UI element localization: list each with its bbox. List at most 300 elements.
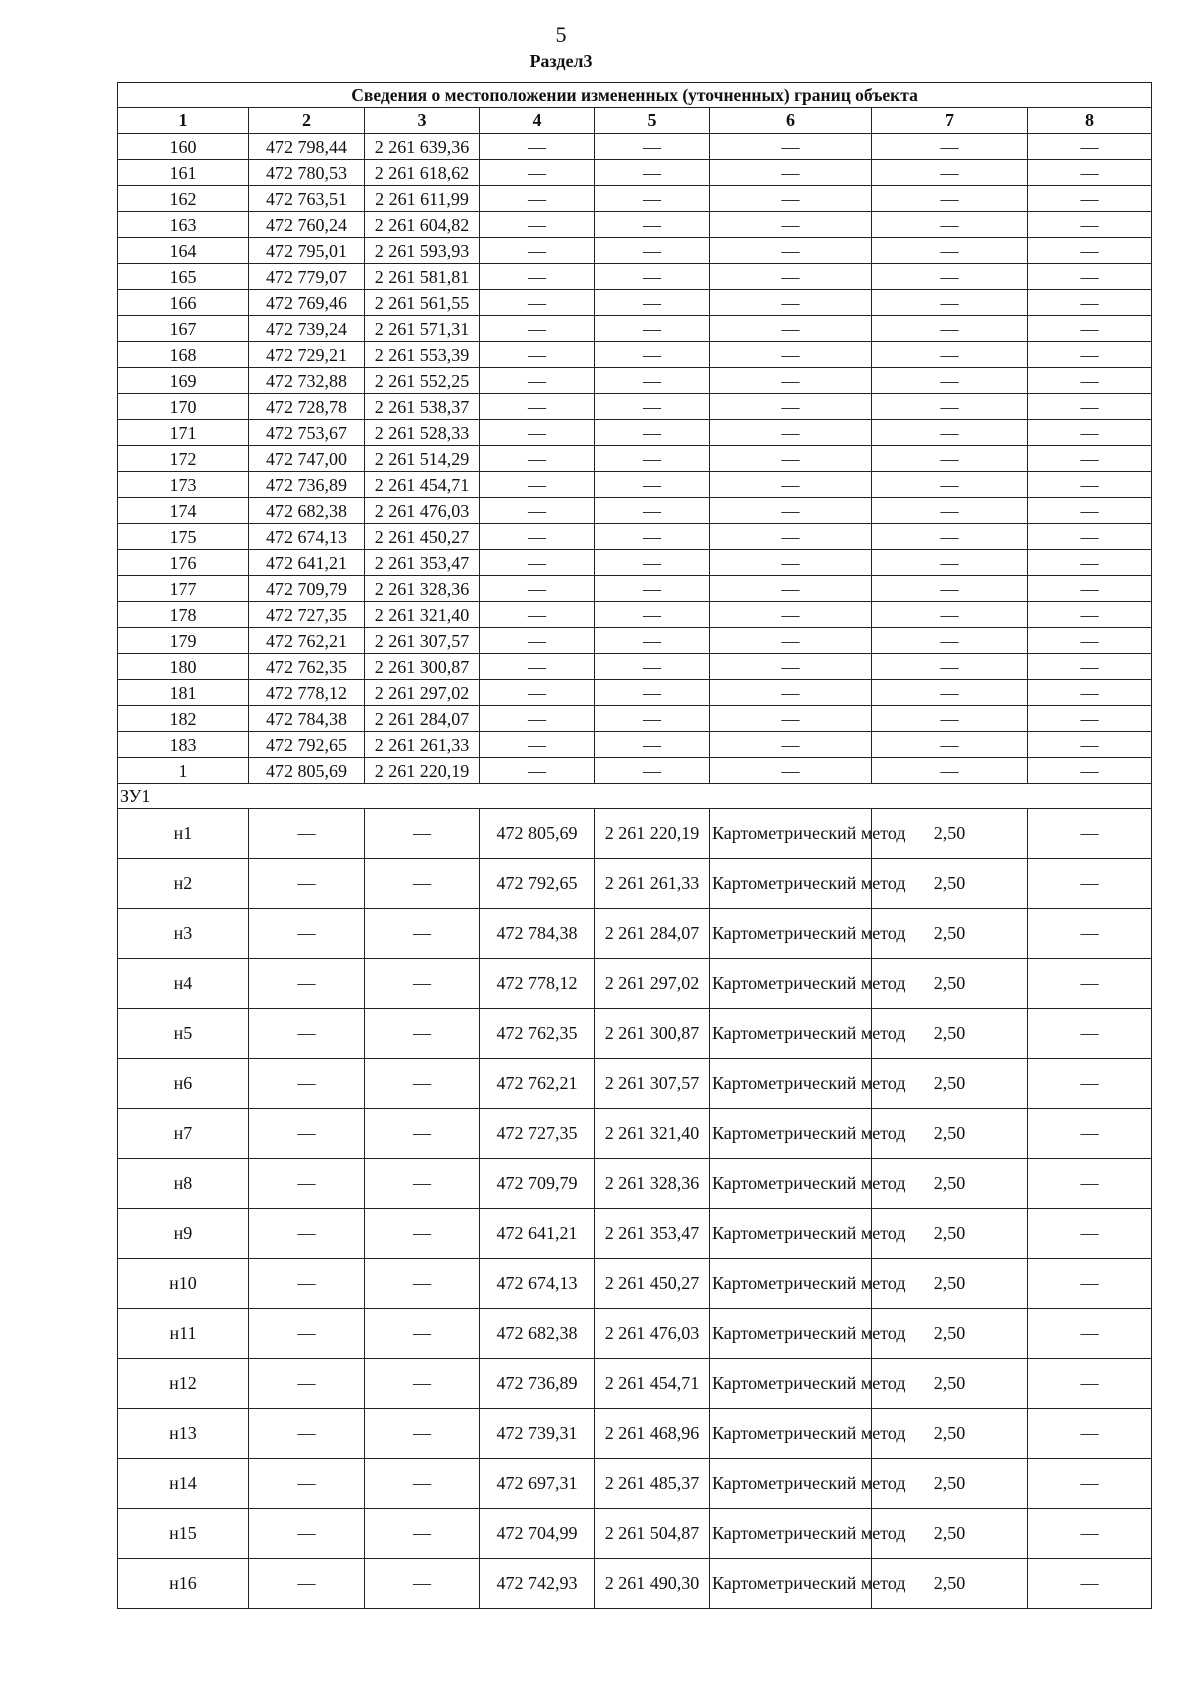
empty-dash-cell: — (365, 1359, 480, 1409)
empty-dash-cell: — (595, 758, 710, 784)
point-number-cell: 173 (118, 472, 249, 498)
existing-y-cell: 2 261 454,71 (365, 472, 480, 498)
accuracy-cell: 2,50 (872, 1209, 1028, 1259)
table-row (118, 498, 1152, 524)
new-y-cell: 2 261 261,33 (595, 859, 710, 909)
table-row (118, 290, 1152, 316)
point-number-cell: н1 (118, 809, 249, 859)
table-row (118, 758, 1152, 784)
point-number-cell: н16 (118, 1559, 249, 1609)
empty-dash-cell: — (365, 1409, 480, 1459)
column-header: 8 (1028, 108, 1152, 134)
method-cell: Картометрический метод (710, 1059, 872, 1109)
point-number-cell: 176 (118, 550, 249, 576)
empty-dash-cell: — (249, 1309, 365, 1359)
table-row (118, 654, 1152, 680)
existing-x-cell: 472 792,65 (249, 732, 365, 758)
method-cell: Картометрический метод (710, 1259, 872, 1309)
point-number-cell: 174 (118, 498, 249, 524)
accuracy-cell: 2,50 (872, 1109, 1028, 1159)
empty-dash-cell: — (365, 1009, 480, 1059)
empty-dash-cell: — (249, 1059, 365, 1109)
point-number-cell: н8 (118, 1159, 249, 1209)
empty-dash-cell: — (872, 212, 1028, 238)
empty-dash-cell: — (872, 368, 1028, 394)
empty-dash-cell: — (365, 1559, 480, 1609)
accuracy-cell: 2,50 (872, 959, 1028, 1009)
column-number-row (118, 108, 1152, 134)
existing-y-cell: 2 261 450,27 (365, 524, 480, 550)
empty-dash-cell: — (710, 186, 872, 212)
table-row (118, 524, 1152, 550)
point-number-cell: 166 (118, 290, 249, 316)
existing-y-cell: 2 261 604,82 (365, 212, 480, 238)
empty-dash-cell: — (1028, 1359, 1152, 1409)
table-row (118, 1559, 1152, 1609)
empty-dash-cell: — (872, 758, 1028, 784)
existing-y-cell: 2 261 581,81 (365, 264, 480, 290)
new-y-cell: 2 261 490,30 (595, 1559, 710, 1609)
empty-dash-cell: — (872, 134, 1028, 160)
method-cell: Картометрический метод (710, 1459, 872, 1509)
empty-dash-cell: — (710, 732, 872, 758)
new-x-cell: 472 674,13 (480, 1259, 595, 1309)
table-row (118, 809, 1152, 859)
section-title: Раздел3 (529, 51, 593, 71)
existing-y-cell: 2 261 261,33 (365, 732, 480, 758)
empty-dash-cell: — (595, 654, 710, 680)
empty-dash-cell: — (595, 628, 710, 654)
method-cell: Картометрический метод (710, 1409, 872, 1459)
existing-x-cell: 472 763,51 (249, 186, 365, 212)
empty-dash-cell: — (480, 654, 595, 680)
empty-dash-cell: — (480, 394, 595, 420)
existing-x-cell: 472 729,21 (249, 342, 365, 368)
empty-dash-cell: — (249, 1409, 365, 1459)
empty-dash-cell: — (595, 342, 710, 368)
table-row (118, 446, 1152, 472)
empty-dash-cell: — (1028, 316, 1152, 342)
empty-dash-cell: — (480, 160, 595, 186)
empty-dash-cell: — (1028, 1259, 1152, 1309)
method-cell: Картометрический метод (710, 1509, 872, 1559)
empty-dash-cell: — (595, 394, 710, 420)
empty-dash-cell: — (872, 472, 1028, 498)
accuracy-cell: 2,50 (872, 1259, 1028, 1309)
empty-dash-cell: — (480, 420, 595, 446)
empty-dash-cell: — (595, 316, 710, 342)
table-row (118, 212, 1152, 238)
table-row (118, 602, 1152, 628)
existing-x-cell: 472 779,07 (249, 264, 365, 290)
empty-dash-cell: — (1028, 238, 1152, 264)
empty-dash-cell: — (365, 1459, 480, 1509)
empty-dash-cell: — (1028, 654, 1152, 680)
new-x-cell: 472 784,38 (480, 909, 595, 959)
point-number-cell: 181 (118, 680, 249, 706)
method-cell: Картометрический метод (710, 809, 872, 859)
existing-x-cell: 472 728,78 (249, 394, 365, 420)
point-number-cell: н7 (118, 1109, 249, 1159)
empty-dash-cell: — (595, 446, 710, 472)
empty-dash-cell: — (480, 134, 595, 160)
table-row (118, 1359, 1152, 1409)
point-number-cell: 162 (118, 186, 249, 212)
empty-dash-cell: — (1028, 602, 1152, 628)
existing-x-cell: 472 769,46 (249, 290, 365, 316)
empty-dash-cell: — (710, 472, 872, 498)
table-row (118, 1309, 1152, 1359)
empty-dash-cell: — (480, 706, 595, 732)
empty-dash-cell: — (480, 758, 595, 784)
empty-dash-cell: — (1028, 1159, 1152, 1209)
point-number-cell: 164 (118, 238, 249, 264)
existing-y-cell: 2 261 639,36 (365, 134, 480, 160)
existing-x-cell: 472 682,38 (249, 498, 365, 524)
empty-dash-cell: — (480, 732, 595, 758)
empty-dash-cell: — (872, 342, 1028, 368)
point-number-cell: 177 (118, 576, 249, 602)
point-number-cell: 168 (118, 342, 249, 368)
empty-dash-cell: — (365, 1509, 480, 1559)
existing-x-cell: 472 727,35 (249, 602, 365, 628)
empty-dash-cell: — (872, 290, 1028, 316)
empty-dash-cell: — (1028, 1059, 1152, 1109)
empty-dash-cell: — (872, 524, 1028, 550)
empty-dash-cell: — (1028, 550, 1152, 576)
empty-dash-cell: — (365, 1159, 480, 1209)
empty-dash-cell: — (872, 602, 1028, 628)
empty-dash-cell: — (710, 394, 872, 420)
empty-dash-cell: — (710, 420, 872, 446)
empty-dash-cell: — (1028, 134, 1152, 160)
point-number-cell: 171 (118, 420, 249, 446)
empty-dash-cell: — (710, 368, 872, 394)
empty-dash-cell: — (1028, 758, 1152, 784)
empty-dash-cell: — (480, 472, 595, 498)
new-y-cell: 2 261 468,96 (595, 1409, 710, 1459)
empty-dash-cell: — (595, 706, 710, 732)
existing-y-cell: 2 261 611,99 (365, 186, 480, 212)
table-row (118, 1509, 1152, 1559)
empty-dash-cell: — (1028, 1309, 1152, 1359)
point-number-cell: 175 (118, 524, 249, 550)
existing-y-cell: 2 261 300,87 (365, 654, 480, 680)
point-number-cell: 161 (118, 160, 249, 186)
empty-dash-cell: — (365, 1109, 480, 1159)
point-number-cell: 182 (118, 706, 249, 732)
column-header: 4 (480, 108, 595, 134)
point-number-cell: 169 (118, 368, 249, 394)
existing-y-cell: 2 261 528,33 (365, 420, 480, 446)
accuracy-cell: 2,50 (872, 1059, 1028, 1109)
table-row (118, 706, 1152, 732)
empty-dash-cell: — (595, 472, 710, 498)
empty-dash-cell: — (480, 186, 595, 212)
empty-dash-cell: — (872, 576, 1028, 602)
empty-dash-cell: — (872, 628, 1028, 654)
new-x-cell: 472 736,89 (480, 1359, 595, 1409)
empty-dash-cell: — (710, 628, 872, 654)
accuracy-cell: 2,50 (872, 1459, 1028, 1509)
empty-dash-cell: — (1028, 212, 1152, 238)
empty-dash-cell: — (1028, 368, 1152, 394)
table-row (118, 368, 1152, 394)
empty-dash-cell: — (365, 1309, 480, 1359)
point-number-cell: н14 (118, 1459, 249, 1509)
existing-y-cell: 2 261 561,55 (365, 290, 480, 316)
empty-dash-cell: — (710, 680, 872, 706)
table-row (118, 550, 1152, 576)
point-number-cell: н3 (118, 909, 249, 959)
table-row (118, 1209, 1152, 1259)
empty-dash-cell: — (595, 680, 710, 706)
point-number-cell: н11 (118, 1309, 249, 1359)
accuracy-cell: 2,50 (872, 809, 1028, 859)
table-row (118, 859, 1152, 909)
existing-y-cell: 2 261 618,62 (365, 160, 480, 186)
empty-dash-cell: — (1028, 1409, 1152, 1459)
new-y-cell: 2 261 504,87 (595, 1509, 710, 1559)
empty-dash-cell: — (710, 654, 872, 680)
new-y-cell: 2 261 284,07 (595, 909, 710, 959)
empty-dash-cell: — (872, 394, 1028, 420)
empty-dash-cell: — (872, 420, 1028, 446)
point-number-cell: 178 (118, 602, 249, 628)
method-cell: Картометрический метод (710, 959, 872, 1009)
point-number-cell: 170 (118, 394, 249, 420)
existing-x-cell: 472 739,24 (249, 316, 365, 342)
new-x-cell: 472 682,38 (480, 1309, 595, 1359)
empty-dash-cell: — (1028, 498, 1152, 524)
new-y-cell: 2 261 297,02 (595, 959, 710, 1009)
empty-dash-cell: — (710, 576, 872, 602)
empty-dash-cell: — (595, 550, 710, 576)
table-row (118, 1409, 1152, 1459)
empty-dash-cell: — (480, 602, 595, 628)
table-row (118, 472, 1152, 498)
table-row (118, 420, 1152, 446)
empty-dash-cell: — (249, 1209, 365, 1259)
empty-dash-cell: — (480, 368, 595, 394)
empty-dash-cell: — (480, 446, 595, 472)
table-row (118, 160, 1152, 186)
empty-dash-cell: — (710, 134, 872, 160)
method-cell: Картометрический метод (710, 859, 872, 909)
existing-y-cell: 2 261 307,57 (365, 628, 480, 654)
empty-dash-cell: — (872, 264, 1028, 290)
empty-dash-cell: — (1028, 1559, 1152, 1609)
new-points-body (118, 809, 1152, 1609)
empty-dash-cell: — (480, 264, 595, 290)
empty-dash-cell: — (1028, 1509, 1152, 1559)
empty-dash-cell: — (1028, 160, 1152, 186)
empty-dash-cell: — (249, 1109, 365, 1159)
empty-dash-cell: — (595, 732, 710, 758)
new-y-cell: 2 261 485,37 (595, 1459, 710, 1509)
empty-dash-cell: — (710, 264, 872, 290)
empty-dash-cell: — (710, 550, 872, 576)
empty-dash-cell: — (1028, 472, 1152, 498)
new-x-cell: 472 742,93 (480, 1559, 595, 1609)
method-cell: Картометрический метод (710, 1209, 872, 1259)
empty-dash-cell: — (249, 959, 365, 1009)
empty-dash-cell: — (1028, 524, 1152, 550)
table-row (118, 628, 1152, 654)
empty-dash-cell: — (1028, 909, 1152, 959)
table-row (118, 732, 1152, 758)
method-cell: Картометрический метод (710, 1559, 872, 1609)
table-row (118, 1009, 1152, 1059)
existing-x-cell: 472 762,21 (249, 628, 365, 654)
empty-dash-cell: — (249, 1559, 365, 1609)
empty-dash-cell: — (1028, 628, 1152, 654)
empty-dash-cell: — (480, 238, 595, 264)
empty-dash-cell: — (710, 498, 872, 524)
empty-dash-cell: — (480, 550, 595, 576)
column-header: 1 (118, 108, 249, 134)
empty-dash-cell: — (365, 1209, 480, 1259)
empty-dash-cell: — (710, 316, 872, 342)
page-number: 5 (555, 22, 567, 47)
existing-x-cell: 472 795,01 (249, 238, 365, 264)
new-x-cell: 472 805,69 (480, 809, 595, 859)
empty-dash-cell: — (365, 1259, 480, 1309)
empty-dash-cell: — (595, 290, 710, 316)
new-y-cell: 2 261 476,03 (595, 1309, 710, 1359)
existing-x-cell: 472 784,38 (249, 706, 365, 732)
empty-dash-cell: — (595, 238, 710, 264)
empty-dash-cell: — (595, 160, 710, 186)
empty-dash-cell: — (365, 809, 480, 859)
new-x-cell: 472 792,65 (480, 859, 595, 909)
point-number-cell: н9 (118, 1209, 249, 1259)
accuracy-cell: 2,50 (872, 1409, 1028, 1459)
empty-dash-cell: — (1028, 959, 1152, 1009)
new-y-cell: 2 261 454,71 (595, 1359, 710, 1409)
table-row (118, 1059, 1152, 1109)
new-x-cell: 472 704,99 (480, 1509, 595, 1559)
empty-dash-cell: — (1028, 420, 1152, 446)
new-y-cell: 2 261 328,36 (595, 1159, 710, 1209)
empty-dash-cell: — (710, 212, 872, 238)
accuracy-cell: 2,50 (872, 1559, 1028, 1609)
table-row (118, 1259, 1152, 1309)
empty-dash-cell: — (710, 602, 872, 628)
new-x-cell: 472 697,31 (480, 1459, 595, 1509)
empty-dash-cell: — (249, 1359, 365, 1409)
new-x-cell: 472 739,31 (480, 1409, 595, 1459)
existing-x-cell: 472 760,24 (249, 212, 365, 238)
empty-dash-cell: — (872, 498, 1028, 524)
empty-dash-cell: — (249, 859, 365, 909)
point-number-cell: н4 (118, 959, 249, 1009)
new-x-cell: 472 727,35 (480, 1109, 595, 1159)
point-number-cell: н12 (118, 1359, 249, 1409)
existing-x-cell: 472 674,13 (249, 524, 365, 550)
empty-dash-cell: — (595, 368, 710, 394)
accuracy-cell: 2,50 (872, 1509, 1028, 1559)
empty-dash-cell: — (1028, 732, 1152, 758)
existing-x-cell: 472 798,44 (249, 134, 365, 160)
point-number-cell: н6 (118, 1059, 249, 1109)
method-cell: Картометрический метод (710, 1159, 872, 1209)
existing-x-cell: 472 747,00 (249, 446, 365, 472)
point-number-cell: 163 (118, 212, 249, 238)
table-row (118, 186, 1152, 212)
empty-dash-cell: — (249, 1159, 365, 1209)
existing-y-cell: 2 261 593,93 (365, 238, 480, 264)
table-row (118, 1459, 1152, 1509)
empty-dash-cell: — (480, 498, 595, 524)
new-y-cell: 2 261 220,19 (595, 809, 710, 859)
empty-dash-cell: — (872, 238, 1028, 264)
empty-dash-cell: — (872, 316, 1028, 342)
empty-dash-cell: — (365, 959, 480, 1009)
existing-y-cell: 2 261 538,37 (365, 394, 480, 420)
coordinates-table (117, 82, 1152, 1609)
existing-y-cell: 2 261 476,03 (365, 498, 480, 524)
empty-dash-cell: — (1028, 576, 1152, 602)
empty-dash-cell: — (595, 186, 710, 212)
existing-x-cell: 472 736,89 (249, 472, 365, 498)
point-number-cell: 167 (118, 316, 249, 342)
column-header: 7 (872, 108, 1028, 134)
existing-y-cell: 2 261 571,31 (365, 316, 480, 342)
table-row (118, 959, 1152, 1009)
empty-dash-cell: — (595, 602, 710, 628)
existing-y-cell: 2 261 297,02 (365, 680, 480, 706)
empty-dash-cell: — (872, 550, 1028, 576)
empty-dash-cell: — (480, 316, 595, 342)
accuracy-cell: 2,50 (872, 909, 1028, 959)
point-number-cell: н13 (118, 1409, 249, 1459)
empty-dash-cell: — (872, 446, 1028, 472)
empty-dash-cell: — (249, 1009, 365, 1059)
empty-dash-cell: — (480, 628, 595, 654)
table-row (118, 680, 1152, 706)
new-y-cell: 2 261 307,57 (595, 1059, 710, 1109)
point-number-cell: н5 (118, 1009, 249, 1059)
empty-dash-cell: — (595, 420, 710, 446)
empty-dash-cell: — (249, 1259, 365, 1309)
accuracy-cell: 2,50 (872, 1359, 1028, 1409)
empty-dash-cell: — (595, 134, 710, 160)
empty-dash-cell: — (249, 1509, 365, 1559)
empty-dash-cell: — (1028, 342, 1152, 368)
accuracy-cell: 2,50 (872, 1009, 1028, 1059)
existing-x-cell: 472 778,12 (249, 680, 365, 706)
existing-y-cell: 2 261 553,39 (365, 342, 480, 368)
new-x-cell: 472 778,12 (480, 959, 595, 1009)
column-header: 3 (365, 108, 480, 134)
empty-dash-cell: — (710, 446, 872, 472)
empty-dash-cell: — (1028, 394, 1152, 420)
empty-dash-cell: — (710, 290, 872, 316)
point-number-cell: н10 (118, 1259, 249, 1309)
accuracy-cell: 2,50 (872, 1159, 1028, 1209)
group-section (118, 784, 1152, 809)
method-cell: Картометрический метод (710, 1009, 872, 1059)
column-header: 5 (595, 108, 710, 134)
table-row (118, 316, 1152, 342)
new-x-cell: 472 762,35 (480, 1009, 595, 1059)
empty-dash-cell: — (480, 680, 595, 706)
existing-y-cell: 2 261 220,19 (365, 758, 480, 784)
table-row (118, 342, 1152, 368)
empty-dash-cell: — (365, 859, 480, 909)
empty-dash-cell: — (710, 342, 872, 368)
